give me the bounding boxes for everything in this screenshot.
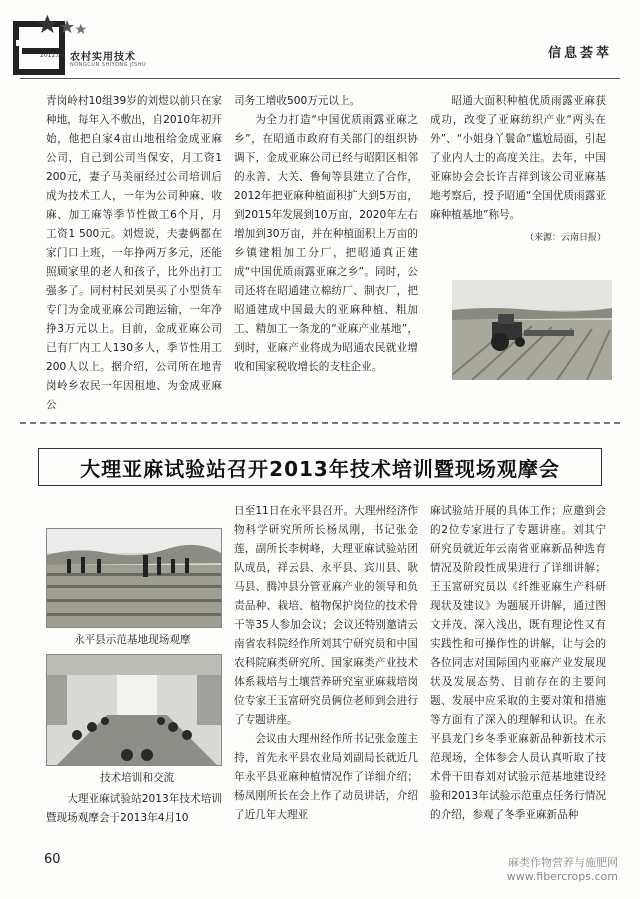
paragraph: 司务工增收500万元以上。 (234, 95, 361, 107)
watermark-url: www.fibercrops.com (506, 870, 618, 883)
watermark (507, 856, 618, 884)
bottom-article-column-3 (430, 502, 606, 825)
header-divider (20, 78, 620, 79)
paragraph: 会议由大理州经作所书记张金莲主持，首先永平县农业局刘副局长就近几年永平县亚麻种植情况作了详细介绍；杨凤刚所长在会上作了动员讲话，介绍了近几年大理亚 (234, 733, 418, 821)
section-divider (20, 422, 620, 424)
magazine-logo (12, 14, 162, 76)
paragraph: 麻试验站开展的具体工作；应邀到会的2位专家进行了专题讲座。刘其宁研究员就近年云南省亚麻新品种选育情况及阶段性成果进行了详细讲解；王玉富研究员以《纤维亚麻生产科研现状及建议》为题展开讲解，通过图文并茂、深入浅出，既有理论性又有实践性和可操作性的讲解，让与会的各位同志对国际国内亚麻产业发展现状及发展态势、目前存在的主要问题、发展中应采取的主要对策和措施等方面有了深入的理解和认识。在永平县龙门乡冬季亚麻新品种新技术示范现场，全体参会人员认真听取了技术骨干田春刘对试验示范基地建设经验和2013年试验示范重点任务行情况的介绍，参观了冬季亚麻新品种 (430, 505, 606, 821)
photo-caption: 永平县示范基地现场观摩 (74, 634, 191, 646)
bottom-article-column-1 (46, 790, 222, 828)
meeting-photo (46, 654, 222, 766)
watermark-site-name: 麻类作物营养与施肥网 (508, 856, 618, 869)
bottom-article-column-2 (234, 502, 418, 825)
tractor-field-photo (452, 280, 612, 380)
top-article-column-1 (46, 92, 222, 415)
section-title: 信息荟萃 (547, 46, 612, 61)
paragraph: 青岗岭村10组39岁的刘煜以前只在家种地，每年入不敷出，自2010年初开始，他把自家4亩山地租给金成亚麻公司，自己到公司当保安，月工资1 200元，妻子马美丽经过公司培训后成为技术工人，一年为公司种麻、收麻、加工麻等季节性做工6个月，月工资1 500元。刘煜说，夫妻俩都在家门口上班，一年挣两万多元，还能照顾家里的老人和孩子，比外出打工强多了。同村村民刘昊买了小型货车专门为金成亚麻公司跑运输，一年净挣3万元以上。目前，金成亚麻公司已有厂内工人130多人，季节性用工200人以上。据介绍，公司所在地青岗岭乡农民一年因租地、为金成亚麻公 (46, 95, 222, 411)
issue-number: 2012.06 (40, 52, 65, 59)
paragraph: 昭通大面积种植优质雨露亚麻获成功，改变了亚麻纺织产业“两头在外”、“小姐身丫鬟命”尴尬局面，引起了业内人士的高度关注。去年，中国亚麻协会会长许吉祥到该公司亚麻基地考察后，授予昭通“全国优质雨露亚麻种植基地”称号。 (430, 95, 606, 221)
article-source: （来源：云南日报） (524, 233, 606, 243)
field-visit-photo (46, 528, 222, 628)
article-headline: 大理亚麻试验站召开2013年技术培训暨现场观摩会 (38, 448, 602, 486)
paragraph: 日至11日在永平县召开。大理州经济作物科学研究所所长杨凤刚，书记张金莲，副所长李树峰，大理亚麻试验站团队成员，祥云县、永平县、宾川县、耿马县、腾冲县分管亚麻产业的领导和负责品种、栽培、植物保护岗位的技术骨干等35人参加会议；会议还特别邀请云南省农科院经作所刘其宁研究员和中国农科院麻类研究所、国家麻类产业技术体系栽培与土壤营养研究室亚麻栽培岗位专家王玉富研究员俩位老师到会进行了专题讲座。 (234, 505, 418, 726)
top-article-column-2 (234, 92, 418, 377)
top-article-column-3 (430, 92, 606, 248)
photo-caption: 技术培训和交流 (100, 772, 175, 784)
paragraph: 为全力打造“中国优质雨露亚麻之乡”，在昭通市政府有关部门的组织协调下，金成亚麻公司已经与昭阳区相邻的永善、大关、鲁甸等县建立了合作，2012年把亚麻种植面积扩大到5万亩，到2015年发展到10万亩，2020年左右增加到30万亩，并在种植面积上万亩的乡镇建粗加工分厂，把昭通真正建成“中国优质雨露亚麻之乡”。同时，公司还将在昭通建立棉纺厂、制衣厂，把昭通建成中国最大的亚麻种植、粗加工、精加工一条龙的“亚麻产业基地”，到时，亚麻产业将成为昭通农民就业增收和国家税收增长的支柱企业。 (234, 114, 418, 373)
magazine-title: 农村实用技术 (70, 52, 136, 63)
page-number: 60 (44, 852, 61, 867)
paragraph: 大理亚麻试验站2013年技术培训暨现场观摩会于2013年4月10 (46, 793, 222, 824)
magazine-title-en: NONGCUN SHIYONG JISHU (70, 62, 147, 68)
